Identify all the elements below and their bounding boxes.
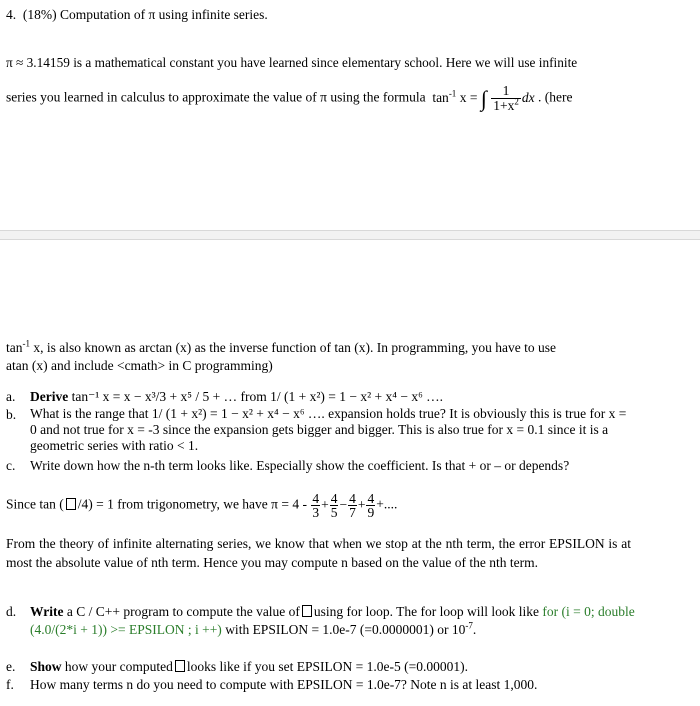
question-header bbox=[6, 6, 268, 24]
item-d-text1: a C / C++ program to compute the value of bbox=[66, 604, 300, 619]
formula-sup: -1 bbox=[448, 88, 457, 99]
arctan-formula bbox=[432, 83, 538, 113]
series-start: Since tan ( bbox=[6, 496, 64, 512]
intro-line-2-start: series you learned in calculus to approximate the value of π using the formula bbox=[6, 89, 426, 105]
formula-tan: tan bbox=[432, 89, 449, 105]
page-break bbox=[0, 230, 700, 240]
item-f-text: How many terms n do you need to compute with EPSILON = 1.0e-7? Note n is at least 1,000. bbox=[30, 677, 538, 692]
continued-line-1 bbox=[6, 339, 556, 357]
continued-line-2: atan (x) and include <cmath> in C programming) bbox=[6, 358, 273, 373]
list-item-e bbox=[6, 658, 636, 676]
pi-placeholder-box bbox=[175, 660, 185, 672]
series-fraction: + $\frac{4}{9}$ bbox=[357, 491, 375, 520]
series-fraction: − $\frac{4}{7}$ bbox=[339, 491, 356, 520]
formula-denominator: $1+x^2$ bbox=[493, 96, 519, 113]
theory-paragraph: From the theory of infinite alternating series, we know that when we stop at the nth term, the error EPSILON is at most the absolute value of nth term. Hence you may compute n based on the value of the nth term. bbox=[6, 536, 631, 570]
series-line bbox=[6, 492, 397, 519]
item-d-sup: -7 bbox=[465, 620, 473, 631]
list-item-c bbox=[6, 457, 636, 475]
series-end: +.... bbox=[376, 496, 398, 512]
list-item-d bbox=[6, 603, 636, 639]
list-marker: a. bbox=[6, 389, 16, 404]
series-mid: /4) = 1 from trigonometry, we have π = 4 - bbox=[77, 496, 307, 512]
list-marker: e. bbox=[6, 659, 16, 674]
item-e-text2: looks like if you set EPSILON = 1.0e-5 (=0.00001). bbox=[186, 659, 468, 674]
list-marker: d. bbox=[6, 604, 17, 619]
list-marker: b. bbox=[6, 407, 17, 422]
formula-dx: dx bbox=[521, 89, 535, 105]
for-loop-code: for (i = 0; double (4.0/(2*i + 1)) >= EPSILON ; i ++) bbox=[30, 604, 635, 637]
item-b-text: What is the range that 1/ (1 + x²) = 1 − x² + x⁴ − x⁶ …. expansion holds true? It is obviously this is true for x = 0 and not true for x = -3 since the expansion gets bigger and bigger. This is also true for x = 0.1 since it is a geometric series with ratio < 1. bbox=[30, 406, 627, 453]
intro-line-2 bbox=[6, 84, 572, 113]
item-e-bold: Show bbox=[30, 659, 62, 674]
list-marker: c. bbox=[6, 458, 16, 473]
intro-line-1: π ≈ 3.14159 is a mathematical constant you have learned since elementary school. Here we will use infinite bbox=[6, 55, 578, 70]
continued-rest: x, is also known as arctan (x) as the inverse function of tan (x). In programming, you have to use bbox=[33, 340, 556, 355]
series-fraction: + $\frac{4}{5}$ bbox=[321, 491, 338, 520]
item-a-text: tan⁻¹ x = x − x³/3 + x⁵ / 5 + … from 1/ (1 + x²) = 1 − x² + x⁴ − x⁶ …. bbox=[71, 389, 444, 404]
item-d-text3: with EPSILON = 1.0e-7 (=0.0000001) or 10 bbox=[225, 622, 466, 637]
item-a-bold: Derive bbox=[30, 389, 69, 404]
list-item-f bbox=[6, 676, 636, 694]
question-number: 4. bbox=[6, 7, 17, 22]
list-item-a bbox=[6, 388, 636, 406]
list-item-b bbox=[6, 406, 636, 454]
formula-numerator: 1 bbox=[491, 84, 521, 99]
pi-placeholder-box bbox=[66, 498, 76, 510]
list-marker: f. bbox=[6, 677, 14, 692]
item-e-text1: how your computed bbox=[64, 659, 173, 674]
pi-placeholder-box bbox=[302, 605, 312, 617]
series-fraction: $\frac{4}{3}$ bbox=[312, 491, 320, 520]
integral-icon: ∫ bbox=[480, 85, 487, 111]
question-title: Computation of π using infinite series. bbox=[60, 7, 268, 22]
item-d-text2: using for loop. The for loop will look like bbox=[313, 604, 540, 619]
continued-sup: -1 bbox=[22, 338, 30, 349]
question-percent: (18%) bbox=[22, 7, 57, 22]
item-c-text: Write down how the n-th term looks like. Especially show the coefficient. Is that + or – or depends? bbox=[30, 458, 570, 473]
formula-fraction bbox=[491, 84, 521, 113]
continued-tan: tan bbox=[6, 340, 23, 355]
item-d-bold: Write bbox=[30, 604, 64, 619]
intro-line-2-end: . (here bbox=[537, 89, 573, 105]
item-d-text4: . bbox=[472, 622, 477, 637]
formula-var: x = bbox=[459, 89, 478, 105]
